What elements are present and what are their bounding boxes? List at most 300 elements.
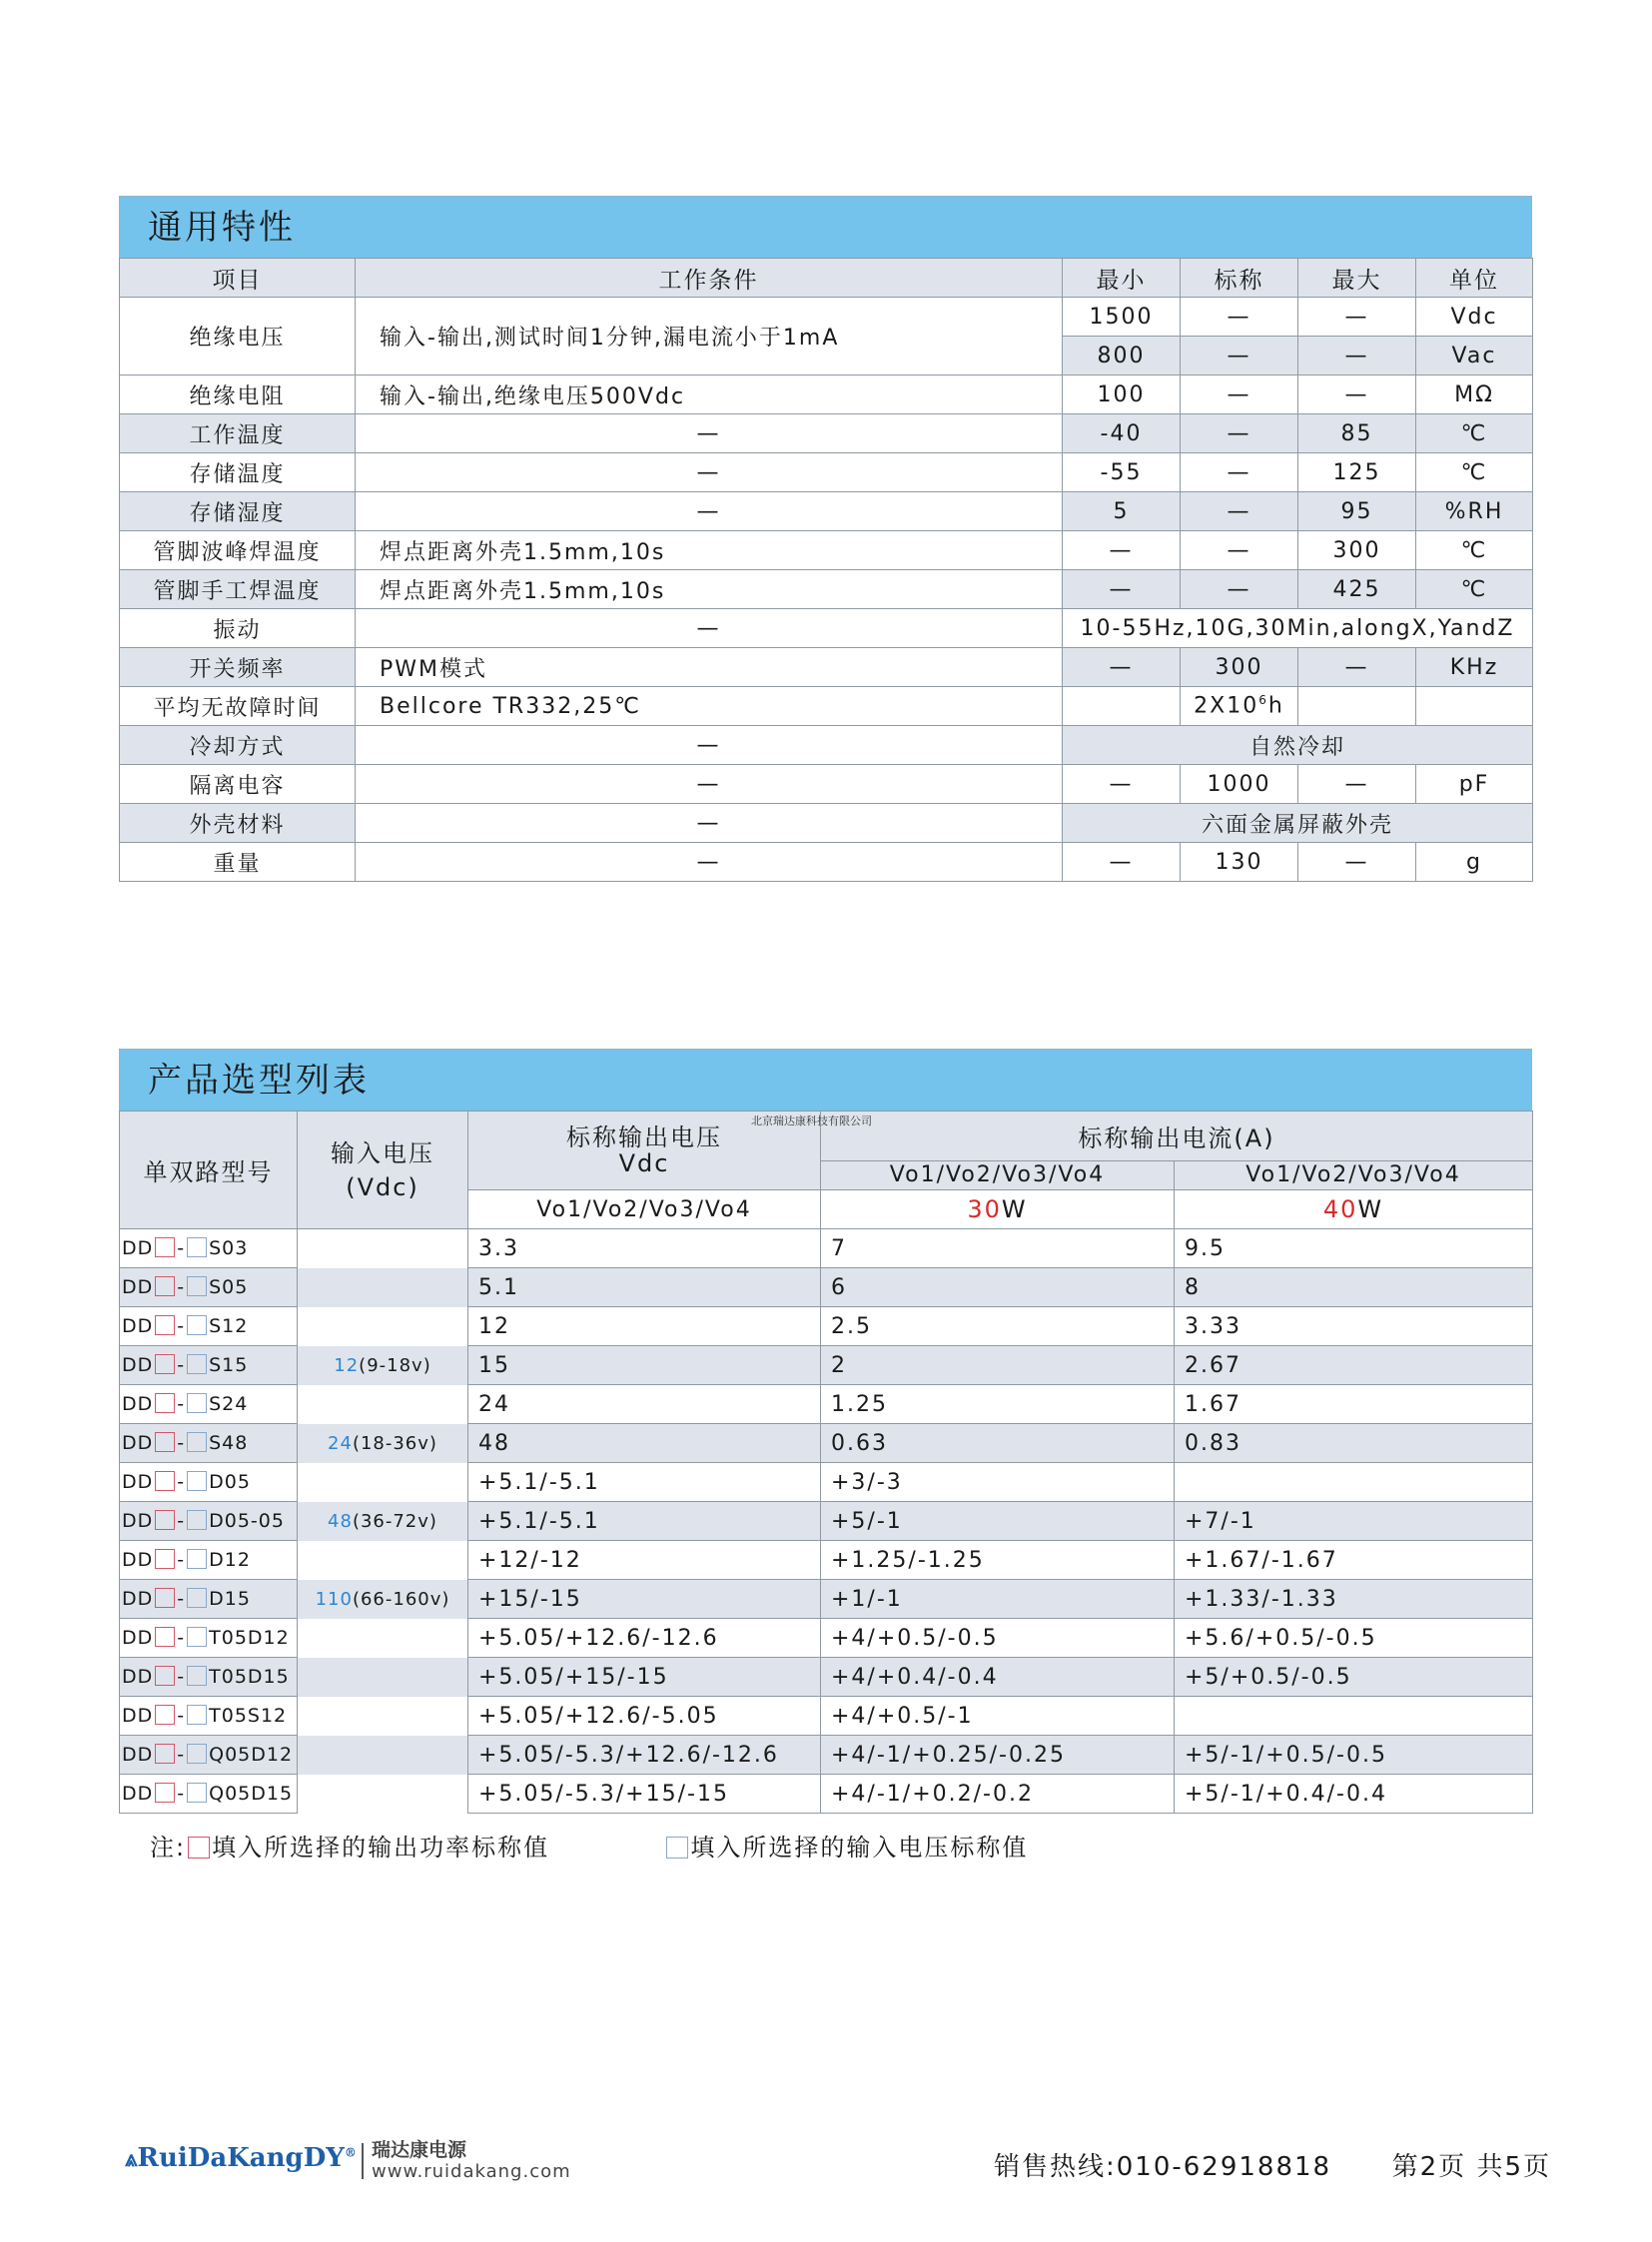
logo-reg: ® bbox=[344, 2145, 357, 2160]
vin-cell bbox=[298, 1385, 468, 1424]
model-cell bbox=[120, 1385, 298, 1424]
min-cell bbox=[1063, 687, 1181, 726]
condition-cell: PWM模式 bbox=[356, 648, 1063, 687]
header-min: 最小 bbox=[1063, 259, 1181, 298]
min-cell: 800 bbox=[1063, 337, 1181, 375]
unit-cell: ℃ bbox=[1416, 570, 1533, 609]
model-suffix: D05 bbox=[209, 1471, 251, 1493]
model-cell bbox=[120, 1502, 298, 1541]
power-box-icon bbox=[188, 1837, 210, 1859]
model-dash: - bbox=[177, 1315, 186, 1337]
model-cell bbox=[120, 1658, 298, 1697]
nom-cell: — bbox=[1181, 492, 1298, 531]
voltage-box-icon bbox=[187, 1588, 207, 1608]
condition-cell: 焊点距离外壳1.5mm,10s bbox=[356, 531, 1063, 570]
model-prefix: DD bbox=[122, 1510, 154, 1532]
general-title: 通用特性 bbox=[119, 196, 1532, 258]
power-30w-unit: W bbox=[1001, 1195, 1028, 1223]
max-cell: — bbox=[1298, 337, 1416, 375]
iout-40w-cell: 0.83 bbox=[1175, 1424, 1533, 1463]
model-suffix: Q05D15 bbox=[209, 1783, 294, 1805]
iout-40w-cell: +5/+0.5/-0.5 bbox=[1175, 1658, 1533, 1697]
iout-40w-cell: 9.5 bbox=[1175, 1229, 1533, 1268]
model-suffix: T05D12 bbox=[209, 1627, 290, 1649]
vout-cell: +12/-12 bbox=[468, 1541, 821, 1580]
model-suffix: D15 bbox=[209, 1588, 251, 1610]
power-40w bbox=[1175, 1190, 1533, 1229]
model-suffix: S05 bbox=[209, 1276, 249, 1298]
header-max: 最大 bbox=[1298, 259, 1416, 298]
table-row bbox=[120, 1736, 1533, 1775]
min-cell: — bbox=[1063, 648, 1181, 687]
max-cell: — bbox=[1298, 298, 1416, 337]
table-row bbox=[120, 1424, 1533, 1463]
table-row bbox=[120, 804, 1533, 843]
power-box-icon bbox=[155, 1666, 175, 1686]
table-row bbox=[120, 1658, 1533, 1697]
condition-cell: Bellcore TR332,25℃ bbox=[356, 687, 1063, 726]
model-cell bbox=[120, 1424, 298, 1463]
vin-cell bbox=[298, 1229, 468, 1268]
item-cell: 平均无故障时间 bbox=[120, 687, 356, 726]
general-table bbox=[119, 258, 1533, 882]
model-dash: - bbox=[177, 1783, 186, 1805]
min-cell: — bbox=[1063, 843, 1181, 882]
model-suffix: Q05D12 bbox=[209, 1744, 294, 1766]
item-cell: 重量 bbox=[120, 843, 356, 882]
table-row bbox=[120, 298, 1533, 337]
table-row bbox=[120, 1580, 1533, 1619]
mtbf-exp: 6 bbox=[1258, 693, 1268, 708]
header-vin bbox=[298, 1112, 468, 1229]
model-suffix: S48 bbox=[209, 1432, 249, 1454]
header-vout-sub: Vo1/Vo2/Vo3/Vo4 bbox=[468, 1190, 821, 1229]
item-cell: 存储湿度 bbox=[120, 492, 356, 531]
general-header-row bbox=[120, 259, 1533, 298]
table-row bbox=[120, 1346, 1533, 1385]
selection-title: 产品选型列表 bbox=[119, 1049, 1532, 1111]
table-row bbox=[120, 1268, 1533, 1307]
model-cell bbox=[120, 1580, 298, 1619]
vout-cell: 3.3 bbox=[468, 1229, 821, 1268]
sales-hotline: 销售热线:010-62918818 bbox=[994, 2152, 1332, 2182]
item-cell: 绝缘电压 bbox=[120, 298, 356, 375]
vin-cell bbox=[298, 1346, 468, 1385]
model-cell bbox=[120, 1463, 298, 1502]
power-box-icon bbox=[155, 1276, 175, 1296]
mtbf-unit: h bbox=[1267, 693, 1284, 719]
vout-cell: +5.05/-5.3/+15/-15 bbox=[468, 1775, 821, 1814]
table-row bbox=[120, 1697, 1533, 1736]
iout-30w-cell: 2 bbox=[821, 1346, 1175, 1385]
header-iout-sub2: Vo1/Vo2/Vo3/Vo4 bbox=[1175, 1160, 1533, 1189]
model-prefix: DD bbox=[122, 1705, 154, 1727]
model-prefix: DD bbox=[122, 1549, 154, 1571]
model-dash: - bbox=[177, 1393, 186, 1415]
voltage-box-icon bbox=[187, 1510, 207, 1530]
power-box-icon bbox=[155, 1549, 175, 1569]
nom-cell: — bbox=[1181, 298, 1298, 337]
iout-40w-cell bbox=[1175, 1697, 1533, 1736]
iout-40w-cell: 2.67 bbox=[1175, 1346, 1533, 1385]
table-row bbox=[120, 765, 1533, 804]
min-cell: -40 bbox=[1063, 414, 1181, 453]
model-cell bbox=[120, 1229, 298, 1268]
iout-30w-cell: 6 bbox=[821, 1268, 1175, 1307]
iout-30w-cell: 1.25 bbox=[821, 1385, 1175, 1424]
model-dash: - bbox=[177, 1354, 186, 1376]
vin-cell bbox=[298, 1736, 468, 1775]
model-suffix: S24 bbox=[209, 1393, 249, 1415]
iout-30w-cell: +4/+0.5/-0.5 bbox=[821, 1619, 1175, 1658]
vout-cell: 5.1 bbox=[468, 1268, 821, 1307]
vin-cell bbox=[298, 1268, 468, 1307]
unit-cell: ℃ bbox=[1416, 414, 1533, 453]
vin-cell bbox=[298, 1775, 468, 1814]
footer-right bbox=[994, 2146, 1551, 2183]
model-dash: - bbox=[177, 1276, 186, 1298]
iout-30w-cell: +4/-1/+0.25/-0.25 bbox=[821, 1736, 1175, 1775]
header-vout-label: 标称输出电压 bbox=[566, 1123, 722, 1151]
iout-30w-cell: +4/+0.5/-1 bbox=[821, 1697, 1175, 1736]
voltage-box-icon bbox=[187, 1354, 207, 1374]
table-row bbox=[120, 609, 1533, 648]
vin-range: (66-160v) bbox=[352, 1588, 450, 1610]
model-prefix: DD bbox=[122, 1471, 154, 1493]
vout-cell: 24 bbox=[468, 1385, 821, 1424]
table-row bbox=[120, 492, 1533, 531]
min-cell: 5 bbox=[1063, 492, 1181, 531]
model-prefix: DD bbox=[122, 1588, 154, 1610]
table-row bbox=[120, 570, 1533, 609]
power-30w-num: 30 bbox=[967, 1195, 1002, 1223]
general-section bbox=[119, 196, 1532, 882]
selection-body bbox=[120, 1229, 1533, 1814]
voltage-box-icon bbox=[666, 1837, 688, 1859]
voltage-box-icon bbox=[187, 1666, 207, 1686]
condition-cell: — bbox=[356, 492, 1063, 531]
nom-cell: 130 bbox=[1181, 843, 1298, 882]
voltage-box-icon bbox=[187, 1432, 207, 1452]
voltage-box-icon bbox=[187, 1783, 207, 1803]
condition-cell: — bbox=[356, 609, 1063, 648]
table-row bbox=[120, 843, 1533, 882]
model-cell bbox=[120, 1307, 298, 1346]
vout-cell: 15 bbox=[468, 1346, 821, 1385]
model-dash: - bbox=[177, 1471, 186, 1493]
vout-cell: 48 bbox=[468, 1424, 821, 1463]
model-prefix: DD bbox=[122, 1666, 154, 1688]
nom-cell: 1000 bbox=[1181, 765, 1298, 804]
selection-note bbox=[150, 1828, 1028, 1863]
iout-40w-cell: +7/-1 bbox=[1175, 1502, 1533, 1541]
unit-cell: g bbox=[1416, 843, 1533, 882]
table-row bbox=[120, 1502, 1533, 1541]
voltage-box-icon bbox=[187, 1276, 207, 1296]
model-dash: - bbox=[177, 1237, 186, 1259]
power-box-icon bbox=[155, 1393, 175, 1413]
max-cell bbox=[1298, 687, 1416, 726]
table-row bbox=[120, 1775, 1533, 1814]
header-nom: 标称 bbox=[1181, 259, 1298, 298]
power-box-icon bbox=[155, 1510, 175, 1530]
power-box-icon bbox=[155, 1783, 175, 1803]
selection-table bbox=[119, 1111, 1533, 1814]
company-logo bbox=[125, 2143, 357, 2173]
header-iout: 标称输出电流(A) bbox=[821, 1112, 1533, 1161]
min-cell: — bbox=[1063, 531, 1181, 570]
condition-cell: 输入-输出,绝缘电压500Vdc bbox=[356, 375, 1063, 414]
min-cell: 1500 bbox=[1063, 298, 1181, 337]
vout-cell: +5.1/-5.1 bbox=[468, 1463, 821, 1502]
model-dash: - bbox=[177, 1705, 186, 1727]
item-cell: 绝缘电阻 bbox=[120, 375, 356, 414]
vout-cell: +5.05/-5.3/+12.6/-12.6 bbox=[468, 1736, 821, 1775]
min-cell: — bbox=[1063, 765, 1181, 804]
table-row bbox=[120, 726, 1533, 765]
mtbf-base: 2X10 bbox=[1194, 693, 1259, 719]
condition-cell: — bbox=[356, 765, 1063, 804]
vin-cell bbox=[298, 1658, 468, 1697]
model-prefix: DD bbox=[122, 1315, 154, 1337]
nom-cell: — bbox=[1181, 531, 1298, 570]
power-30w bbox=[821, 1190, 1175, 1229]
iout-30w-cell: 0.63 bbox=[821, 1424, 1175, 1463]
item-cell: 存储温度 bbox=[120, 453, 356, 492]
table-row bbox=[120, 1619, 1533, 1658]
vin-cell bbox=[298, 1502, 468, 1541]
unit-cell bbox=[1416, 687, 1533, 726]
condition-cell: — bbox=[356, 414, 1063, 453]
power-box-icon bbox=[155, 1237, 175, 1257]
model-prefix: DD bbox=[122, 1237, 154, 1259]
model-suffix: S03 bbox=[209, 1237, 249, 1259]
table-row bbox=[120, 1385, 1533, 1424]
unit-cell: KHz bbox=[1416, 648, 1533, 687]
model-prefix: DD bbox=[122, 1393, 154, 1415]
unit-cell: Vdc bbox=[1416, 298, 1533, 337]
note-prefix: 注: bbox=[150, 1834, 187, 1862]
unit-cell: MΩ bbox=[1416, 375, 1533, 414]
table-row bbox=[120, 531, 1533, 570]
max-cell: 95 bbox=[1298, 492, 1416, 531]
model-prefix: DD bbox=[122, 1432, 154, 1454]
min-cell: — bbox=[1063, 570, 1181, 609]
vin-cell bbox=[298, 1697, 468, 1736]
nom-cell bbox=[1181, 687, 1298, 726]
table-row bbox=[120, 648, 1533, 687]
max-cell: — bbox=[1298, 648, 1416, 687]
power-box-icon bbox=[155, 1744, 175, 1764]
max-cell: 125 bbox=[1298, 453, 1416, 492]
table-row bbox=[120, 1541, 1533, 1580]
nom-cell: — bbox=[1181, 453, 1298, 492]
model-cell bbox=[120, 1736, 298, 1775]
model-dash: - bbox=[177, 1510, 186, 1532]
iout-40w-cell: 1.67 bbox=[1175, 1385, 1533, 1424]
header-vin-label: 输入电压 bbox=[331, 1138, 434, 1167]
item-cell: 工作温度 bbox=[120, 414, 356, 453]
model-cell bbox=[120, 1619, 298, 1658]
voltage-box-icon bbox=[187, 1549, 207, 1569]
vin-cell bbox=[298, 1541, 468, 1580]
header-condition: 工作条件 bbox=[356, 259, 1063, 298]
iout-30w-cell: 7 bbox=[821, 1229, 1175, 1268]
power-box-icon bbox=[155, 1315, 175, 1335]
vin-cell bbox=[298, 1424, 468, 1463]
vin-cell bbox=[298, 1580, 468, 1619]
iout-30w-cell: +1.25/-1.25 bbox=[821, 1541, 1175, 1580]
nom-cell: — bbox=[1181, 337, 1298, 375]
vin-cell bbox=[298, 1619, 468, 1658]
company-website: www.ruidakang.com bbox=[372, 2161, 571, 2182]
iout-30w-cell: +4/-1/+0.2/-0.2 bbox=[821, 1775, 1175, 1814]
logo-divider bbox=[362, 2143, 364, 2179]
case-value: 六面金属屏蔽外壳 bbox=[1063, 804, 1533, 843]
table-row bbox=[120, 687, 1533, 726]
unit-cell: ℃ bbox=[1416, 531, 1533, 570]
cooling-value: 自然冷却 bbox=[1063, 726, 1533, 765]
power-box-icon bbox=[155, 1588, 175, 1608]
max-cell: — bbox=[1298, 375, 1416, 414]
model-dash: - bbox=[177, 1588, 186, 1610]
vin-range: (18-36v) bbox=[352, 1432, 437, 1454]
iout-40w-cell: +1.33/-1.33 bbox=[1175, 1580, 1533, 1619]
header-model: 单双路型号 bbox=[120, 1112, 298, 1229]
vin-num: 110 bbox=[315, 1588, 353, 1610]
item-cell: 开关频率 bbox=[120, 648, 356, 687]
vin-range: (36-72v) bbox=[352, 1510, 437, 1532]
vin-num: 12 bbox=[334, 1354, 360, 1376]
page-number: 第2页 共5页 bbox=[1391, 2152, 1551, 2182]
model-dash: - bbox=[177, 1627, 186, 1649]
item-cell: 隔离电容 bbox=[120, 765, 356, 804]
voltage-box-icon bbox=[187, 1471, 207, 1491]
table-row bbox=[120, 453, 1533, 492]
min-cell: -55 bbox=[1063, 453, 1181, 492]
logo-text: RuiDaKangDY bbox=[137, 2143, 345, 2173]
model-cell bbox=[120, 1268, 298, 1307]
power-box-icon bbox=[155, 1432, 175, 1452]
iout-30w-cell: +3/-3 bbox=[821, 1463, 1175, 1502]
model-dash: - bbox=[177, 1549, 186, 1571]
condition-cell: — bbox=[356, 804, 1063, 843]
iout-30w-cell: +5/-1 bbox=[821, 1502, 1175, 1541]
model-prefix: DD bbox=[122, 1354, 154, 1376]
vin-num: 24 bbox=[328, 1432, 353, 1454]
power-box-icon bbox=[155, 1627, 175, 1647]
voltage-box-icon bbox=[187, 1705, 207, 1725]
vin-cell bbox=[298, 1307, 468, 1346]
vin-range: (9-18v) bbox=[359, 1354, 431, 1376]
voltage-box-icon bbox=[187, 1744, 207, 1764]
model-dash: - bbox=[177, 1432, 186, 1454]
nom-cell: — bbox=[1181, 414, 1298, 453]
table-row bbox=[120, 1229, 1533, 1268]
item-cell: 外壳材料 bbox=[120, 804, 356, 843]
nom-cell: — bbox=[1181, 375, 1298, 414]
vout-cell: 12 bbox=[468, 1307, 821, 1346]
table-row bbox=[120, 414, 1533, 453]
unit-cell: ℃ bbox=[1416, 453, 1533, 492]
vout-cell: +15/-15 bbox=[468, 1580, 821, 1619]
iout-40w-cell: +5/-1/+0.4/-0.4 bbox=[1175, 1775, 1533, 1814]
company-info bbox=[372, 2139, 571, 2183]
condition-cell: 焊点距离外壳1.5mm,10s bbox=[356, 570, 1063, 609]
iout-40w-cell: +5/-1/+0.5/-0.5 bbox=[1175, 1736, 1533, 1775]
iout-30w-cell: 2.5 bbox=[821, 1307, 1175, 1346]
min-cell: 100 bbox=[1063, 375, 1181, 414]
note-voltage: 填入所选择的输入电压标称值 bbox=[690, 1834, 1029, 1862]
voltage-box-icon bbox=[187, 1315, 207, 1335]
table-row bbox=[120, 375, 1533, 414]
model-suffix: T05S12 bbox=[209, 1705, 288, 1727]
model-suffix: S12 bbox=[209, 1315, 249, 1337]
iout-40w-cell: +5.6/+0.5/-0.5 bbox=[1175, 1619, 1533, 1658]
power-box-icon bbox=[155, 1354, 175, 1374]
company-name: 瑞达康电源 bbox=[372, 2139, 467, 2161]
power-box-icon bbox=[155, 1705, 175, 1725]
table-row bbox=[120, 1463, 1533, 1502]
vout-cell: +5.05/+15/-15 bbox=[468, 1658, 821, 1697]
condition-cell: — bbox=[356, 453, 1063, 492]
condition-cell: — bbox=[356, 843, 1063, 882]
header-unit: 单位 bbox=[1416, 259, 1533, 298]
logo-mark-icon: ⩓ bbox=[125, 2146, 138, 2172]
voltage-box-icon bbox=[187, 1627, 207, 1647]
header-item: 项目 bbox=[120, 259, 356, 298]
vin-cell bbox=[298, 1463, 468, 1502]
header-iout-sub1: Vo1/Vo2/Vo3/Vo4 bbox=[821, 1160, 1175, 1189]
model-dash: - bbox=[177, 1744, 186, 1766]
unit-cell: %RH bbox=[1416, 492, 1533, 531]
nom-cell: — bbox=[1181, 570, 1298, 609]
condition-cell: 输入-输出,测试时间1分钟,漏电流小于1mA bbox=[356, 298, 1063, 375]
item-cell: 管脚手工焊温度 bbox=[120, 570, 356, 609]
model-prefix: DD bbox=[122, 1744, 154, 1766]
note-power: 填入所选择的输出功率标称值 bbox=[212, 1834, 550, 1862]
unit-cell: Vac bbox=[1416, 337, 1533, 375]
header-vin-unit: (Vdc) bbox=[346, 1172, 419, 1201]
model-suffix: D12 bbox=[209, 1549, 251, 1571]
model-prefix: DD bbox=[122, 1627, 154, 1649]
max-cell: 300 bbox=[1298, 531, 1416, 570]
vout-cell: +5.1/-5.1 bbox=[468, 1502, 821, 1541]
model-cell bbox=[120, 1775, 298, 1814]
model-suffix: D05-05 bbox=[209, 1510, 285, 1532]
model-cell bbox=[120, 1346, 298, 1385]
voltage-box-icon bbox=[187, 1393, 207, 1413]
condition-cell: — bbox=[356, 726, 1063, 765]
nom-cell: 300 bbox=[1181, 648, 1298, 687]
unit-cell: pF bbox=[1416, 765, 1533, 804]
max-cell: 425 bbox=[1298, 570, 1416, 609]
power-40w-num: 40 bbox=[1322, 1195, 1358, 1223]
model-suffix: S15 bbox=[209, 1354, 249, 1376]
iout-40w-cell: 8 bbox=[1175, 1268, 1533, 1307]
model-cell bbox=[120, 1541, 298, 1580]
model-prefix: DD bbox=[122, 1783, 154, 1805]
vibration-value: 10-55Hz,10G,30Min,alongX,YandZ bbox=[1063, 609, 1533, 648]
power-40w-unit: W bbox=[1357, 1195, 1384, 1223]
vout-cell: +5.05/+12.6/-5.05 bbox=[468, 1697, 821, 1736]
voltage-box-icon bbox=[187, 1237, 207, 1257]
vin-num: 48 bbox=[328, 1510, 353, 1532]
header-vout-unit: Vdc bbox=[618, 1149, 670, 1177]
iout-30w-cell: +1/-1 bbox=[821, 1580, 1175, 1619]
item-cell: 冷却方式 bbox=[120, 726, 356, 765]
watermark: 北京瑞达康科技有限公司 bbox=[751, 1115, 872, 1127]
